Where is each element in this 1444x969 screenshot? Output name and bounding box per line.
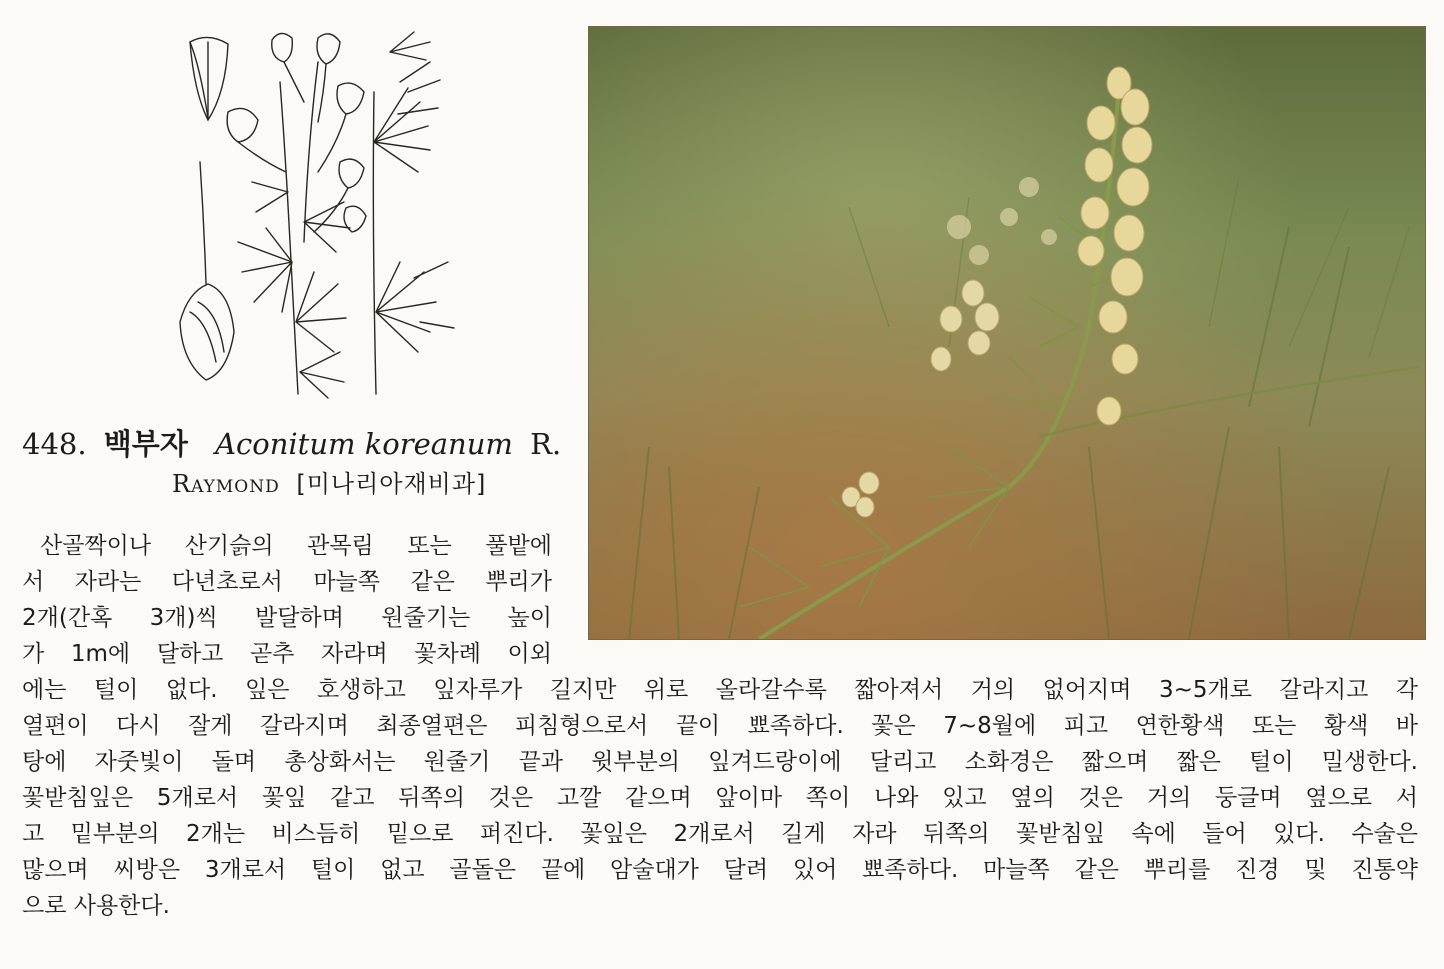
korean-name: 백부자 [103,427,188,461]
scientific-name: Aconitum koreanum [215,427,513,461]
description-line: 많으며 씨방은 3개로서 털이 없고 골돌은 끝에 암술대가 달려 있어 뾰족하다. 마늘쪽 같은 뿌리를 진경 및 진통약 [22,857,1418,883]
author-abbrev: R. [530,427,562,461]
description-line: 에는 털이 없다. 잎은 호생하고 잎자루가 길지만 위로 올라갈수록 짧아져서 거의 없어지며 3~5개로 갈라지고 각 [22,677,1418,703]
description-line: 가 1m에 달하고 곧추 자라며 꽃차례 이외 [22,641,552,667]
description-line: 열편이 다시 잘게 갈라지며 최종열편은 피침형으로서 끝이 뾰족하다. 꽃은 7~8월에 피고 연한황색 또는 황색 바 [22,713,1418,739]
description-line: 으로 사용한다. [22,893,170,919]
description-line: 탕에 자줏빛이 돌며 총상화서는 원줄기 끝과 윗부분의 잎겨드랑이에 달리고 소화경은 짧으며 짧은 털이 밀생한다. [22,749,1418,775]
description-line: 꽃받침잎은 5개로서 꽃잎 같고 뒤쪽의 것은 고깔 같으며 앞이마 쪽이 나와 있고 옆의 것은 거의 둥글며 옆으로 서 [22,785,1418,811]
plant-photo [588,26,1426,640]
description-line: 산골짝이나 산기슭의 관목림 또는 풀밭에 [40,533,552,559]
entry-heading-line2 [172,466,562,502]
description-line: 2개(간혹 3개)씩 발달하며 원줄기는 높이 [22,605,552,631]
entry-number: 448. [22,427,87,461]
description-line: 고 밑부분의 2개는 비스듬히 밑으로 퍼진다. 꽃잎은 2개로서 길게 자라 뒤쪽의 꽃받침잎 속에 들어 있다. 수술은 [22,821,1418,847]
description-line: 서 자라는 다년초로서 마늘쪽 같은 뿌리가 [22,569,552,595]
author-name: Raymond [172,470,280,498]
botanical-illustration [168,22,468,400]
family-name: [미나리아재비과] [296,470,487,498]
entry-heading [22,424,562,464]
